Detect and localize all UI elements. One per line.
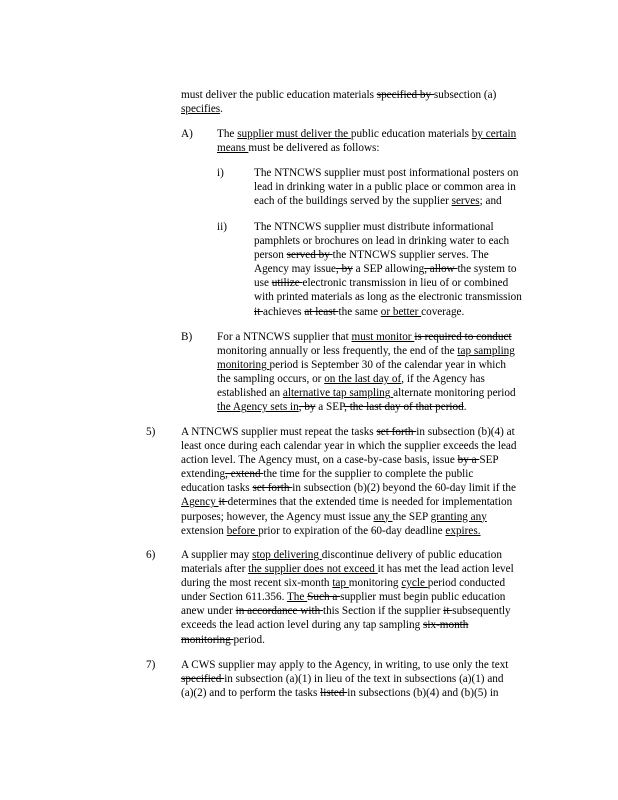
inserted-text: monitoring (217, 359, 270, 372)
text-run: least once during each calendar year in which the supplier exceeds the lead (181, 440, 517, 453)
text-line (254, 220, 522, 234)
text-line (217, 386, 516, 400)
inserted-text: expires. (445, 524, 481, 537)
inserted-text: or better (380, 305, 422, 318)
deleted-text: it (443, 605, 453, 618)
text-line (181, 548, 514, 562)
text-run: use (254, 277, 272, 290)
deleted-text: listed (320, 687, 348, 700)
deleted-text: in accordance with (235, 605, 323, 618)
text-line (217, 372, 516, 386)
deleted-text: , allow (424, 263, 458, 276)
deleted-text: it (254, 305, 264, 318)
text-run: (a)(2) and to perform the tasks (181, 687, 321, 700)
continuation-paragraph (181, 88, 496, 116)
text-line (254, 262, 522, 276)
text-line (181, 562, 514, 576)
text-run: , if the Agency has (401, 373, 485, 386)
inserted-text: alternative tap sampling (282, 387, 394, 400)
text-run: anew under (181, 605, 236, 618)
text-run: The (217, 128, 238, 140)
deleted-text: , by (336, 263, 353, 276)
text-run: period conducted (427, 577, 506, 590)
text-run: discontinue delivery of public education (321, 549, 502, 561)
text-line (217, 344, 516, 358)
item-b-text (217, 330, 516, 415)
item-7-label: 7) (146, 659, 156, 671)
text-line (181, 510, 516, 524)
text-line (181, 633, 514, 647)
text-run: alternate monitoring period (393, 387, 516, 400)
text-run: A CWS supplier may apply to the Agency, in writing, to use only the text (181, 659, 509, 671)
text-line (181, 524, 516, 538)
text-line (181, 590, 514, 604)
inserted-text: serves (451, 195, 480, 208)
item-a-text (217, 127, 516, 155)
text-run: For a NTNCWS supplier that (217, 331, 352, 343)
text-line (254, 194, 518, 208)
text-line (254, 180, 518, 194)
text-line (254, 305, 522, 319)
text-run: in subsection (b)(4) at (416, 426, 515, 438)
text-run: each of the buildings served by the supplier (254, 195, 452, 208)
deleted-text: served by (286, 249, 333, 262)
text-run: in subsections (b)(4) and (b)(5) in (347, 687, 499, 700)
deleted-text: , by (298, 401, 316, 414)
text-run: A supplier may (181, 549, 253, 561)
text-run: under Section 611.356. (181, 591, 287, 604)
deleted-text: specified by (376, 89, 434, 101)
text-line (254, 166, 518, 180)
text-run: electronic transmission in lieu of or combined (302, 277, 509, 290)
inserted-text: the Agency sets in (217, 401, 299, 414)
inserted-text: means (217, 142, 249, 155)
text-run: in subsection (a)(1) in lieu of the text in subsections (a)(1) and (224, 673, 504, 686)
inserted-text: cycle (401, 577, 428, 590)
text-line (181, 658, 508, 672)
text-run: A NTNCWS supplier must repeat the tasks (181, 426, 377, 438)
inserted-text: any (373, 510, 393, 523)
text-run: Agency may issue (254, 263, 337, 276)
text-line (217, 141, 516, 155)
text-run: monitoring annually or less frequently, the end of the (217, 345, 458, 358)
deleted-text: set forth (252, 482, 293, 495)
inserted-text: granting any (430, 510, 487, 523)
text-run: the same (338, 305, 381, 318)
text-run: prior to expiration of the 60-day deadline (258, 524, 446, 537)
text-run: must be delivered as follows: (248, 142, 380, 155)
text-line (181, 481, 516, 495)
text-run: the SEP (392, 510, 431, 523)
text-run: ; and (479, 195, 502, 208)
text-run: coverage. (421, 305, 465, 318)
inserted-text: supplier must deliver the (237, 128, 351, 140)
text-run: the sampling occurs, or (217, 373, 325, 386)
text-run: The NTNCWS supplier must post informational posters on (254, 167, 519, 179)
text-run: extension (181, 524, 227, 537)
text-line (181, 453, 516, 467)
deleted-text: , the last day of that period (344, 401, 464, 414)
text-run: during the most recent six-month (181, 577, 333, 590)
text-run: it has met the lead action level (377, 563, 514, 576)
text-line (181, 672, 508, 686)
item-6-text (181, 548, 514, 647)
text-run: subsection (a) (433, 89, 497, 101)
deleted-text: six-month (423, 619, 469, 632)
item-6-label: 6) (146, 549, 156, 561)
deleted-text: set forth (376, 426, 417, 438)
inserted-text: The (286, 591, 308, 604)
text-run: period. (233, 633, 265, 646)
item-a-i-text (254, 166, 518, 208)
deleted-text: specified (181, 673, 225, 686)
text-run: must deliver the public education materials (181, 89, 377, 101)
text-run: achieves (263, 305, 305, 318)
deleted-text: it (218, 496, 228, 509)
item-7-text (181, 658, 508, 700)
text-run: purposes; however, the Agency must issue (181, 510, 374, 523)
text-run: . (220, 103, 223, 116)
text-run: determines that the extended time is needed for implementation (227, 496, 513, 509)
text-line (181, 576, 514, 590)
text-run: exceeds the lead action level during any tap sampling (181, 619, 424, 632)
text-line (217, 330, 516, 344)
inserted-text: on the last day of (324, 373, 402, 386)
text-line (181, 439, 516, 453)
text-line (181, 495, 516, 509)
inserted-text: by certain (471, 128, 517, 140)
text-line (217, 358, 516, 372)
text-line (181, 425, 516, 439)
text-run: action level. The Agency must, on a case-by-case basis, issue (181, 454, 458, 467)
inserted-text: tap sampling (457, 345, 515, 358)
text-run: period is September 30 of the calendar year in which (269, 359, 506, 372)
text-run: . (463, 401, 467, 414)
text-run: lead in drinking water in a public place or common area in (254, 181, 516, 194)
text-line (181, 102, 496, 116)
text-run: pamphlets or brochures on lead in drinking water to each (254, 235, 510, 248)
deleted-text: is required to conduct (414, 331, 512, 343)
text-run: a SEP (315, 401, 345, 414)
text-line (181, 467, 516, 481)
text-run: monitoring (348, 577, 402, 590)
text-run: the system to (457, 263, 517, 276)
item-5-label: 5) (146, 426, 156, 438)
text-run: SEP (479, 454, 499, 467)
text-line (181, 686, 508, 700)
text-line (181, 618, 514, 632)
text-line (181, 604, 514, 618)
inserted-text: stop delivering (252, 549, 322, 561)
item-a-ii-label: ii) (217, 221, 227, 233)
text-line (217, 127, 516, 141)
text-run: in subsection (b)(2) beyond the 60-day limit if the (292, 482, 516, 495)
deleted-text: , extend (225, 468, 264, 481)
text-run: person (254, 249, 287, 262)
text-line (254, 290, 522, 304)
text-run: the NTNCWS supplier serves. The (332, 249, 489, 262)
text-line (254, 248, 522, 262)
text-run: a SEP allowing (352, 263, 425, 276)
text-run: materials after (181, 563, 249, 576)
text-run: the time for the supplier to complete the public (263, 468, 474, 481)
inserted-text: the supplier does not exceed (248, 563, 378, 576)
text-run: established an (217, 387, 283, 400)
deleted-text: utilize (271, 277, 303, 290)
inserted-text: must monitor (351, 331, 415, 343)
text-line (217, 400, 516, 414)
item-a-label: A) (181, 128, 193, 140)
text-run: with printed materials as long as the electronic transmission (254, 291, 522, 304)
deleted-text: Such a (307, 591, 341, 604)
text-line (181, 88, 496, 102)
inserted-text: Agency (181, 496, 219, 509)
text-run: education tasks (181, 482, 253, 495)
text-run: this Section if the supplier (322, 605, 444, 618)
text-line (254, 276, 522, 290)
inserted-text: before (226, 524, 259, 537)
item-a-ii-text (254, 220, 522, 319)
item-a-i-label: i) (217, 167, 224, 179)
inserted-text: tap (332, 577, 349, 590)
deleted-text: by a (457, 454, 480, 467)
deleted-text: monitoring (181, 633, 234, 646)
text-run: public education materials (350, 128, 472, 140)
item-5-text (181, 425, 516, 538)
inserted-text: specifies (181, 103, 221, 116)
text-run: supplier must begin public education (340, 591, 506, 604)
text-run: The NTNCWS supplier must distribute informational (254, 221, 494, 233)
deleted-text: at least (304, 305, 339, 318)
text-run: subsequently (452, 605, 511, 618)
text-line (254, 234, 522, 248)
text-run: extending (181, 468, 226, 481)
item-b-label: B) (181, 331, 193, 343)
